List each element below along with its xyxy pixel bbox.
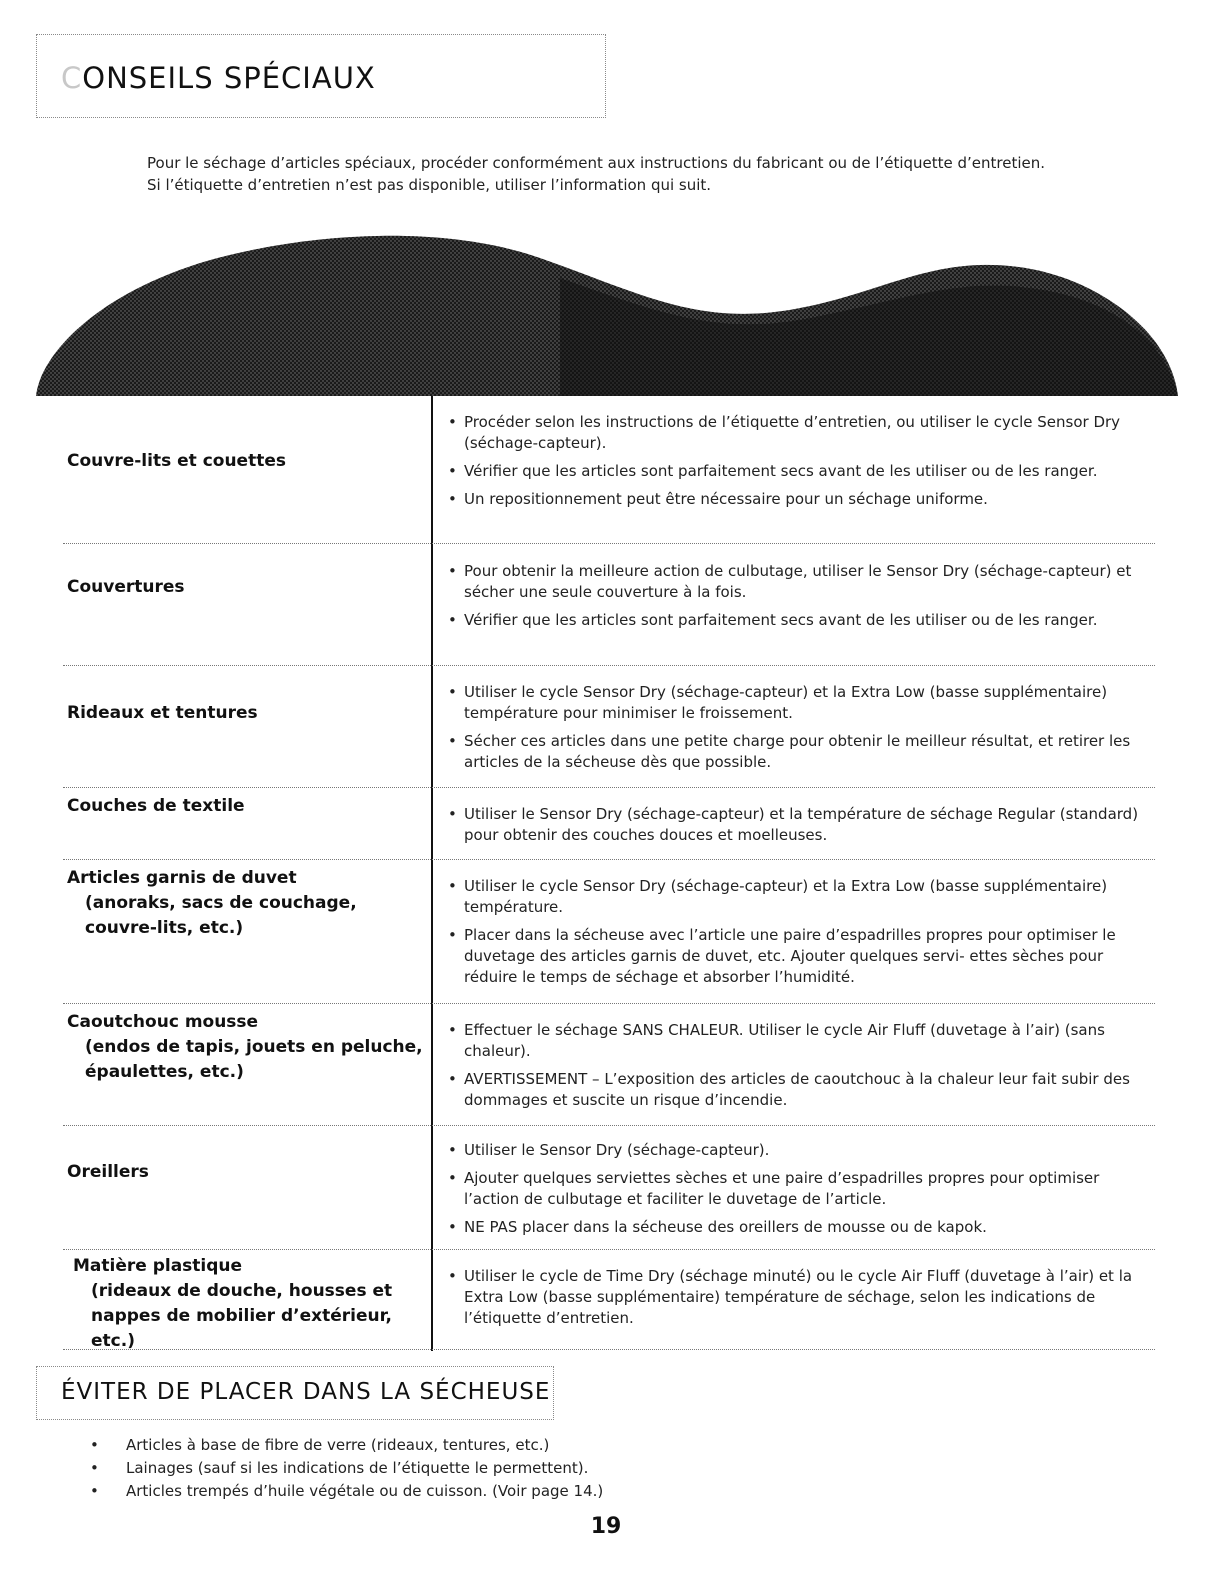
row-subtitle: (rideaux de douche, housses et nappes de mobilier d’extérieur, etc.) bbox=[91, 1281, 393, 1351]
row-subtitle: (endos de tapis, jouets en peluche, épaulettes, etc.) bbox=[85, 1037, 423, 1082]
list-item: • Utiliser le cycle Sensor Dry (séchage-capteur) et la Extra Low (basse supplémentaire) température pour minimiser le froissement. bbox=[443, 682, 1143, 724]
row-title: Articles garnis de duvet bbox=[67, 868, 297, 888]
avoid-section-title-box bbox=[36, 1366, 554, 1420]
intro-line-2: Si l’étiquette d’entretien n’est pas disponible, utiliser l’information qui suit. bbox=[147, 176, 712, 194]
list-item: • Placer dans la sécheuse avec l’article une paire d’espadrilles propres pour optimiser le duvetage des articles garnis de duvet, etc. Ajouter quelques servi- ettes sèches pour réduire le temps de séchage et absorber l’humidité. bbox=[443, 925, 1143, 988]
list-item: • Procéder selon les instructions de l’étiquette d’entretien, ou utiliser le cycle Sensor Dry (séchage-capteur). bbox=[443, 412, 1143, 454]
intro-paragraph bbox=[147, 152, 1147, 196]
row-title: Couches de textile bbox=[67, 796, 245, 816]
row-label bbox=[67, 1160, 427, 1185]
list-item: • AVERTISSEMENT – L’exposition des articles de caoutchouc à la chaleur leur fait subir des dommages et suscite un risque d’incendie. bbox=[443, 1069, 1143, 1111]
page-number: 19 bbox=[590, 1514, 622, 1539]
list-item: • Utiliser le cycle Sensor Dry (séchage-capteur) et la Extra Low (basse supplémentaire) température. bbox=[443, 876, 1143, 918]
row-title: Caoutchouc mousse bbox=[67, 1012, 259, 1032]
list-item: • Vérifier que les articles sont parfaitement secs avant de les utiliser ou de les ranger. bbox=[443, 610, 1143, 631]
list-item: • Lainages (sauf si les indications de l’étiquette le permettent). bbox=[90, 1457, 603, 1480]
list-item: • Effectuer le séchage SANS CHALEUR. Utiliser le cycle Air Fluff (duvetage à l’air) (sans chaleur). bbox=[443, 1020, 1143, 1062]
list-item: • Sécher ces articles dans une petite charge pour obtenir le meilleur résultat, et retirer les articles de la sécheuse dès que possible. bbox=[443, 731, 1143, 773]
list-item: • Utiliser le Sensor Dry (séchage-capteur) et la température de séchage Regular (standard) pour obtenir des couches douces et moelleuses. bbox=[443, 804, 1143, 846]
row-label bbox=[67, 794, 427, 819]
table-row bbox=[63, 666, 1155, 788]
row-label bbox=[67, 449, 427, 474]
list-item: • Utiliser le cycle de Time Dry (séchage minuté) ou le cycle Air Fluff (duvetage à l’air) et la Extra Low (basse supplémentaire) température de séchage, selon les indications de l’étiquette d’entretien. bbox=[443, 1266, 1143, 1329]
row-label bbox=[67, 866, 427, 941]
title-text: ONSEILS SPÉCIAUX bbox=[82, 61, 376, 95]
page-title bbox=[61, 61, 376, 95]
list-item: • Un repositionnement peut être nécessaire pour un séchage uniforme. bbox=[443, 489, 1143, 510]
list-item: • Utiliser le Sensor Dry (séchage-capteur). bbox=[443, 1140, 1143, 1161]
row-bullets bbox=[443, 1140, 1143, 1245]
table-row bbox=[63, 860, 1155, 1004]
row-label bbox=[67, 701, 427, 726]
list-item: • Ajouter quelques serviettes sèches et une paire d’espadrilles propres pour optimiser l’action de culbutage et faciliter le duvetage de l’article. bbox=[443, 1168, 1143, 1210]
row-label bbox=[73, 1254, 433, 1354]
row-title: Rideaux et tentures bbox=[67, 703, 258, 723]
table-row bbox=[63, 1004, 1155, 1126]
title-initial: C bbox=[61, 61, 83, 95]
table-row bbox=[63, 788, 1155, 860]
row-bullets bbox=[443, 1020, 1143, 1118]
row-title: Couvre-lits et couettes bbox=[67, 451, 286, 471]
table-row bbox=[63, 1250, 1155, 1350]
wave-decoration bbox=[0, 218, 1212, 400]
row-label bbox=[67, 575, 427, 600]
row-subtitle: (anoraks, sacs de couchage, couvre-lits, etc.) bbox=[85, 893, 357, 938]
row-title: Matière plastique bbox=[73, 1256, 243, 1276]
list-item: • Articles à base de fibre de verre (rideaux, tentures, etc.) bbox=[90, 1434, 603, 1457]
row-bullets bbox=[443, 412, 1143, 517]
row-bullets bbox=[443, 682, 1143, 780]
table-row bbox=[63, 544, 1155, 666]
table-row bbox=[63, 396, 1155, 544]
avoid-section-title: ÉVITER DE PLACER DANS LA SÉCHEUSE bbox=[61, 1379, 551, 1405]
row-title: Oreillers bbox=[67, 1162, 149, 1182]
section-title-box bbox=[36, 34, 606, 118]
avoid-list bbox=[90, 1434, 603, 1503]
table-row bbox=[63, 1126, 1155, 1250]
row-label bbox=[67, 1010, 427, 1085]
row-bullets bbox=[443, 804, 1143, 853]
row-bullets bbox=[443, 561, 1143, 638]
list-item: • NE PAS placer dans la sécheuse des oreillers de mousse ou de kapok. bbox=[443, 1217, 1143, 1238]
row-bullets bbox=[443, 1266, 1143, 1336]
row-bullets bbox=[443, 876, 1143, 995]
intro-line-1: Pour le séchage d’articles spéciaux, procéder conformément aux instructions du fabricant ou de l’étiquette d’entretien. bbox=[147, 154, 1046, 172]
list-item: • Articles trempés d’huile végétale ou de cuisson. (Voir page 14.) bbox=[90, 1480, 603, 1503]
list-item: • Vérifier que les articles sont parfaitement secs avant de les utiliser ou de les ranger. bbox=[443, 461, 1143, 482]
list-item: • Pour obtenir la meilleure action de culbutage, utiliser le Sensor Dry (séchage-capteur) et sécher une seule couverture à la fois. bbox=[443, 561, 1143, 603]
row-title: Couvertures bbox=[67, 577, 185, 597]
